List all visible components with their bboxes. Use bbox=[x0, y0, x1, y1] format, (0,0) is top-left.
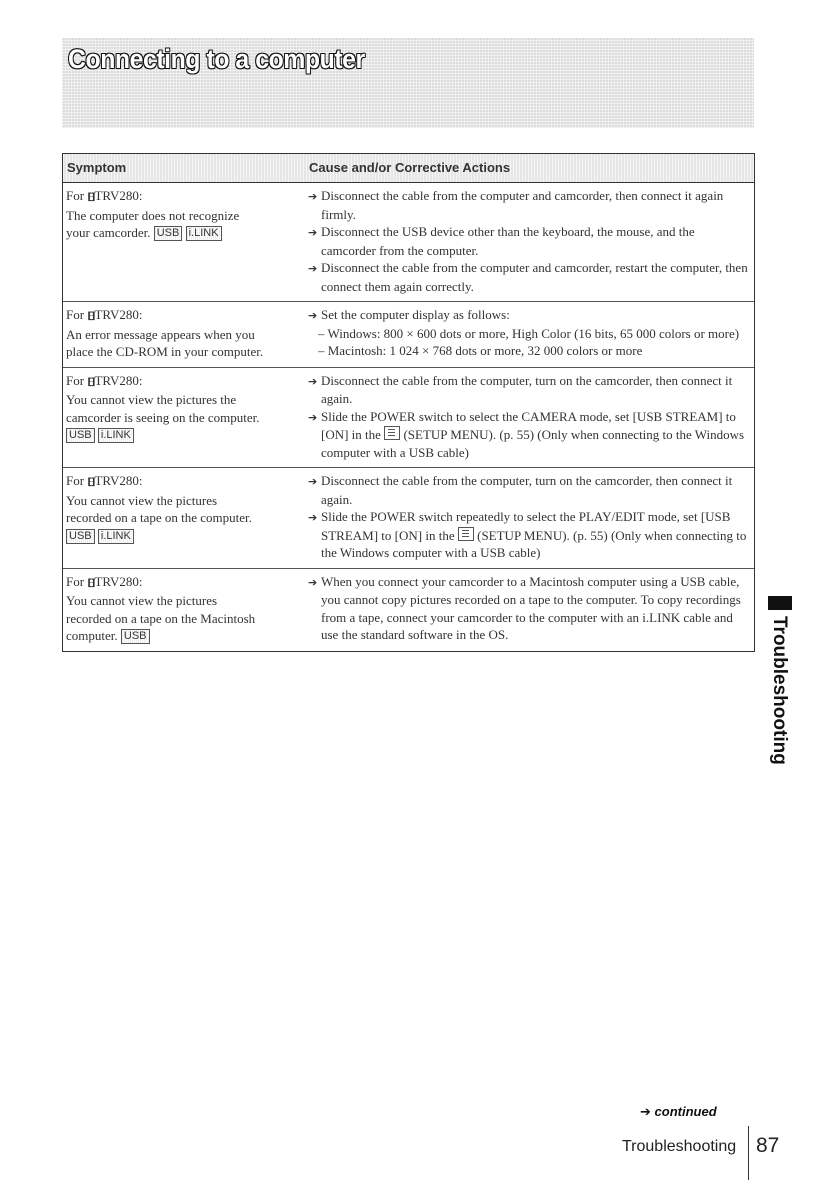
action-text: When you connect your camcorder to a Macintosh computer using a USB cable, you cannot copy pictures recorded on a tape to the computer. To copy recordings from a tape, connect your camcorder to the computer with an i.LINK cable and use the standard software in the OS. bbox=[321, 573, 741, 642]
model-prefix: For bbox=[66, 473, 85, 488]
symptom-cell bbox=[63, 187, 308, 295]
symptom-text: recorded on a tape on the computer. bbox=[66, 510, 252, 525]
model-prefix: For bbox=[66, 372, 85, 388]
title-banner bbox=[62, 38, 754, 128]
usb-tag: USB bbox=[121, 629, 150, 644]
action-text: (SETUP MENU). (p. 55) (Only when connecting to the Windows computer with a USB cable) bbox=[321, 427, 745, 460]
table-row bbox=[63, 569, 754, 651]
troubleshooting-table bbox=[62, 153, 755, 652]
symptom-text: The computer does not recognize bbox=[66, 207, 240, 223]
table-row bbox=[63, 468, 754, 569]
table-row bbox=[63, 302, 754, 368]
usb-tag: USB bbox=[66, 428, 95, 443]
symptom-text: camcorder is seeing on the computer. bbox=[66, 409, 260, 425]
setup-menu-icon bbox=[458, 527, 474, 541]
model-name: TRV280: bbox=[94, 372, 143, 388]
symptom-cell bbox=[63, 573, 308, 645]
cause-cell bbox=[308, 573, 754, 645]
section-tab bbox=[768, 616, 792, 765]
model-name: TRV280: bbox=[94, 573, 143, 589]
model-prefix: For bbox=[66, 573, 85, 589]
dv-logo-icon: ⁅⁆ bbox=[87, 192, 95, 203]
symptom-cell bbox=[63, 472, 308, 562]
symptom-text: your camcorder. bbox=[66, 225, 151, 240]
symptom-text: You cannot view the pictures bbox=[66, 593, 218, 608]
model-prefix: For bbox=[66, 188, 85, 203]
model-name: TRV280: bbox=[94, 473, 143, 488]
sub-item: – Macintosh: 1 024 × 768 dots or more, 32 000 colors or more bbox=[318, 343, 643, 358]
dv-logo-icon: ⁅⁆ bbox=[87, 376, 95, 388]
arrow-icon: ➔ bbox=[308, 226, 318, 239]
table-row bbox=[63, 183, 754, 302]
arrow-icon: ➔ bbox=[308, 511, 318, 524]
setup-menu-icon bbox=[384, 426, 400, 440]
action-text: Slide the POWER switch to select the CAMERA mode, set [USB STREAM] to [ON] in the bbox=[321, 408, 736, 442]
sub-item: – Windows: 800 × 600 dots or more, High Color (16 bits, 65 000 colors or more) bbox=[318, 325, 740, 341]
section-tab-label: Troubleshooting bbox=[769, 616, 790, 765]
dv-logo-icon: ⁅⁆ bbox=[87, 311, 95, 322]
action-text: Disconnect the cable from the computer, turn on the camcorder, then connect it again. bbox=[321, 473, 733, 507]
symptom-cell bbox=[63, 372, 308, 462]
arrow-icon: ➔ bbox=[308, 575, 318, 589]
section-tab-marker bbox=[768, 596, 792, 610]
symptom-text: You cannot view the pictures the bbox=[66, 392, 237, 407]
footer-divider bbox=[748, 1126, 749, 1180]
action-text: Slide the POWER switch repeatedly to select the PLAY/EDIT mode, set [USB STREAM] to [ON] in the bbox=[321, 509, 731, 543]
arrow-icon: ➔ bbox=[308, 190, 318, 203]
cause-cell bbox=[308, 372, 754, 462]
ilink-tag: i.LINK bbox=[98, 529, 134, 544]
table-header bbox=[63, 154, 754, 183]
model-name: TRV280: bbox=[94, 188, 143, 203]
page-number: 87 bbox=[756, 1134, 780, 1157]
continued-text: continued bbox=[654, 1104, 717, 1119]
arrow-icon: ➔ bbox=[308, 410, 318, 424]
arrow-icon: ➔ bbox=[308, 262, 318, 275]
symptom-cell bbox=[63, 306, 308, 361]
arrow-icon: ➔ bbox=[308, 309, 318, 322]
dv-logo-icon: ⁅⁆ bbox=[87, 477, 95, 488]
continued-note bbox=[640, 1104, 717, 1120]
action-text: Set the computer display as follows: bbox=[321, 307, 510, 322]
action-text: Disconnect the cable from the computer and camcorder, then connect it again firmly. bbox=[321, 188, 724, 222]
action-text: Disconnect the USB device other than the keyboard, the mouse, and the camcorder from the computer. bbox=[321, 224, 695, 258]
dv-logo-icon: ⁅⁆ bbox=[87, 577, 95, 589]
arrow-icon: ➔ bbox=[640, 1104, 651, 1119]
model-prefix: For bbox=[66, 307, 85, 322]
footer-section-name: Troubleshooting bbox=[622, 1138, 737, 1155]
table-row bbox=[63, 368, 754, 469]
symptom-text: You cannot view the pictures bbox=[66, 492, 218, 508]
arrow-icon: ➔ bbox=[308, 374, 318, 388]
action-text: Disconnect the cable from the computer, turn on the camcorder, then connect it again. bbox=[321, 372, 733, 406]
arrow-icon: ➔ bbox=[308, 475, 318, 488]
page-title: Connecting to a computer bbox=[68, 44, 365, 74]
model-name: TRV280: bbox=[94, 307, 143, 322]
symptom-text: An error message appears when you bbox=[66, 326, 255, 342]
symptom-text: recorded on a tape on the Macintosh bbox=[66, 610, 256, 626]
ilink-tag: i.LINK bbox=[186, 226, 222, 241]
cause-cell bbox=[308, 187, 754, 295]
symptom-text: computer. bbox=[66, 628, 118, 643]
action-text: Disconnect the cable from the computer and camcorder, restart the computer, then connect them again correctly. bbox=[321, 260, 748, 294]
cause-cell bbox=[308, 472, 754, 562]
ilink-tag: i.LINK bbox=[98, 428, 134, 443]
cause-cell bbox=[308, 306, 754, 361]
header-symptom: Symptom bbox=[67, 160, 127, 176]
usb-tag: USB bbox=[66, 529, 95, 544]
symptom-text: place the CD-ROM in your computer. bbox=[66, 344, 264, 359]
action-text: (SETUP MENU). (p. 55) (Only when connecting to the Windows computer with a USB cable) bbox=[321, 527, 747, 560]
usb-tag: USB bbox=[154, 226, 183, 241]
header-cause: Cause and/or Corrective Actions bbox=[309, 160, 511, 176]
